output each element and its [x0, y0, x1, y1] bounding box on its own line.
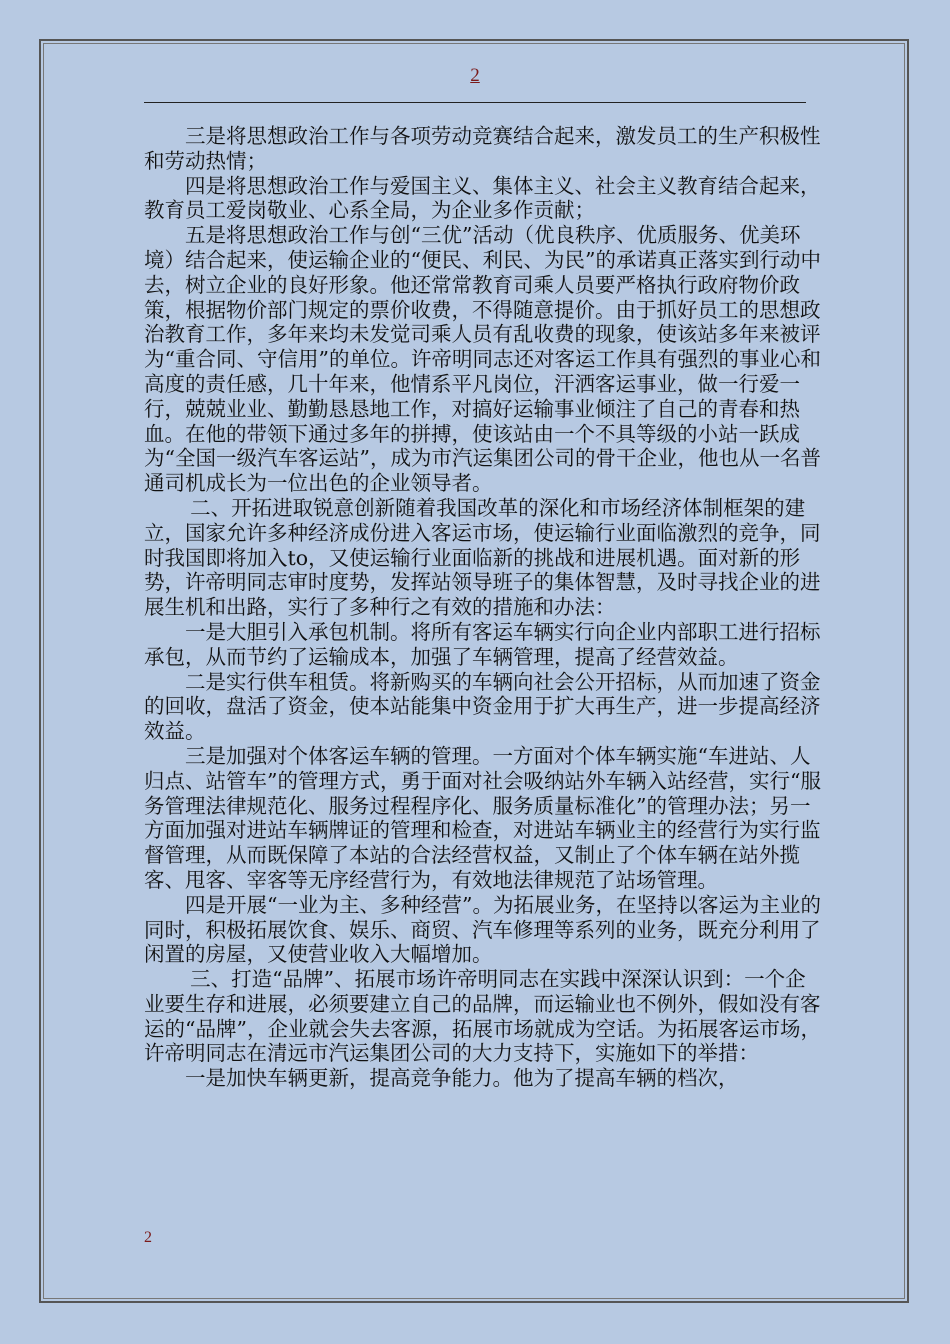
header-rule — [144, 102, 806, 103]
header-page-number: 2 — [470, 65, 480, 86]
footer-page-number: 2 — [144, 1229, 152, 1246]
paragraph: 一是大胆引入承包机制。将所有客运车辆实行向企业内部职工进行招标承包，从而节约了运输成本，加强了车辆管理，提高了经营效益。 — [144, 619, 821, 669]
document-body — [144, 124, 824, 1091]
paragraph: 三是将思想政治工作与各项劳动竞赛结合起来，激发员工的生产积极性和劳动热情； — [144, 124, 821, 173]
paragraph: 四是将思想政治工作与爱国主义、集体主义、社会主义教育结合起来，教育员工爱岗敬业、心系全局，为企业多作贡献； — [144, 173, 821, 223]
paragraph: 一是加快车辆更新，提高竞争能力。他为了提高车辆的档次， — [185, 1066, 739, 1091]
paragraph: 四是开展“一业为主、多种经营”。为拓展业务，在坚持以客运为主业的同时，积极拓展饮食、娱乐、商贸、汽车修理等系列的业务，既充分利用了闲置的房屋，又使营业收入大幅增加。 — [144, 892, 821, 967]
paragraph: 五是将思想政治工作与创“三优”活动（优良秩序、优质服务、优美环境）结合起来，使运输企业的“便民、利民、为民”的承诺真正落实到行动中去，树立企业的良好形象。他还常常教育司乘人员要严格执行政府物价政策，根据物价部门规定的票价收费，不得随意提价。由于抓好员工的思想政治教育工作，多年来均未发觉司乘人员有乱收费的现象，使该站多年来被评为“重合同、守信用”的单位。许帝明同志还对客运工作具有强烈的事业心和高度的责任感，几十年来，他情系平凡岗位，汗洒客运事业，做一行爱一行，兢兢业业、勤勤恳恳地工作，对搞好运输事业倾注了自己的青春和热血。在他的带领下通过多年的拼搏，使该站由一个不具等级的小站一跃成为“全国一级汽车客运站”，成为市汽运集团公司的骨干企业，他也从一名普通司机成长为一位出色的企业领导者。 — [144, 223, 821, 496]
paragraph: 三是加强对个体客运车辆的管理。一方面对个体车辆实施“车进站、人归点、站管车”的管理方式，勇于面对社会吸纳站外车辆入站经营，实行“服务管理法律规范化、服务过程程序化、服务质量标准化”的管理办法；另一方面加强对进站车辆牌证的管理和检查，对进站车辆业主的经营行为实行监督管理，从而既保障了本站的合法经营权益，又制止了个体车辆在站外揽客、甩客、宰客等无序经营行为，有效地法律规范了站场管理。 — [144, 743, 821, 892]
section-heading-paragraph: 二、开拓进取锐意创新随着我国改革的深化和市场经济体制框架的建立，国家允许多种经济成份进入客运市场，使运输行业面临激烈的竞争，同时我国即将加入to，又使运输行业面临新的挑战和进展机遇。面对新的形势，许帝明同志审时度势，发挥站领导班子的集体智慧，及时寻找企业的进展生机和出路，实行了多种行之有效的措施和办法： — [144, 495, 821, 620]
paragraph: 二是实行供车租赁。将新购买的车辆向社会公开招标，从而加速了资金的回收，盘活了资金，使本站能集中资金用于扩大再生产，进一步提高经济效益。 — [144, 669, 821, 744]
section-heading-paragraph: 三、打造“品牌”、拓展市场许帝明同志在实践中深深认识到：一个企业要生存和进展，必须要建立自己的品牌，而运输业也不例外，假如没有客运的“品牌”，企业就会失去客源，拓展市场就成为空话。为拓展客运市场，许帝明同志在清远市汽运集团公司的大力支持下，实施如下的举措： — [144, 967, 821, 1066]
